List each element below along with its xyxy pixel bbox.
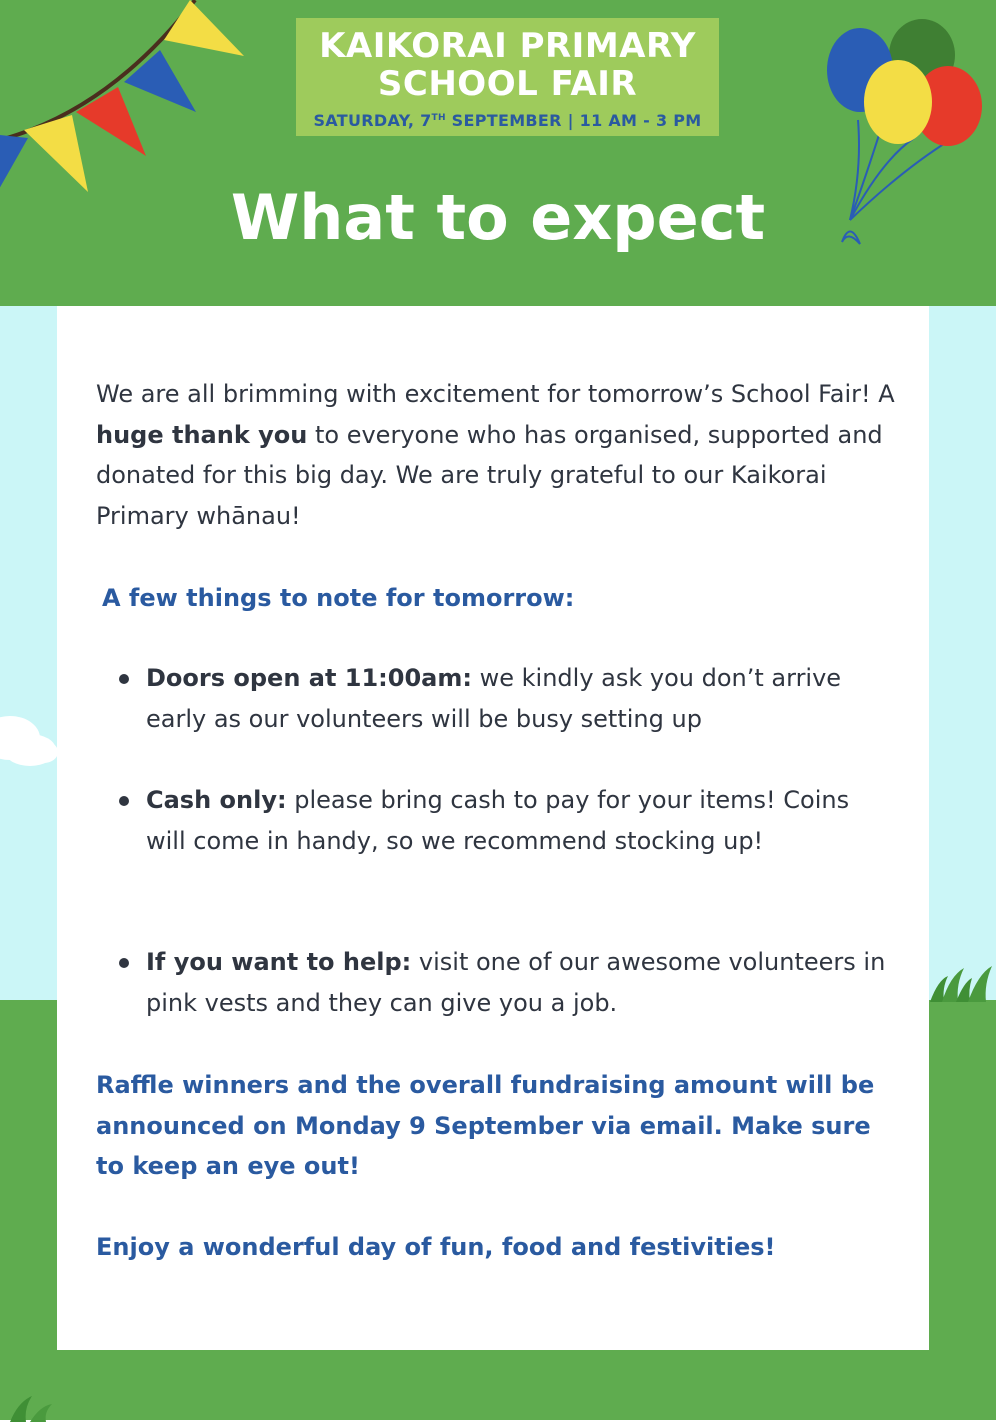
header-banner	[0, 0, 996, 306]
raffle-note: Raffle winners and the overall fundraising amount will be announced on Monday 9 September via email. Make sure to keep an eye out!	[96, 1071, 875, 1181]
content-card	[57, 306, 929, 1350]
cloud-icon	[0, 700, 60, 780]
event-title-box	[296, 18, 719, 136]
note-item: Doors open at 11:00am: we kindly ask you don’t arrive early as our volunteers will be busy setting up	[146, 664, 842, 733]
bullet-icon	[119, 958, 129, 968]
notes-heading: A few things to note for tomorrow:	[102, 584, 575, 612]
grass-tuft-icon	[928, 962, 996, 1012]
bullet-icon	[119, 674, 129, 684]
intro-paragraph: We are all brimming with excitement for tomorrow’s School Fair! A huge thank you to everyone who has organised, supported and donated for this big day. We are truly grateful to our Kaikorai Primary whānau!	[96, 380, 895, 530]
event-title-line1: KAIKORAI PRIMARY	[319, 26, 696, 66]
page-title: What to expect	[230, 181, 766, 254]
note-item: Cash only: please bring cash to pay for your items! Coins will come in handy, so we recommend stocking up!	[146, 786, 850, 855]
event-date: SATURDAY, 7TH SEPTEMBER | 11 AM - 3 PM	[313, 111, 702, 130]
grass-tuft-icon	[0, 1392, 80, 1422]
closing-message: Enjoy a wonderful day of fun, food and festivities!	[96, 1233, 776, 1261]
event-title-line2: SCHOOL FAIR	[377, 64, 638, 104]
note-item: If you want to help: visit one of our awesome volunteers in pink vests and they can give you a job.	[146, 948, 886, 1017]
bullet-icon	[119, 796, 129, 806]
